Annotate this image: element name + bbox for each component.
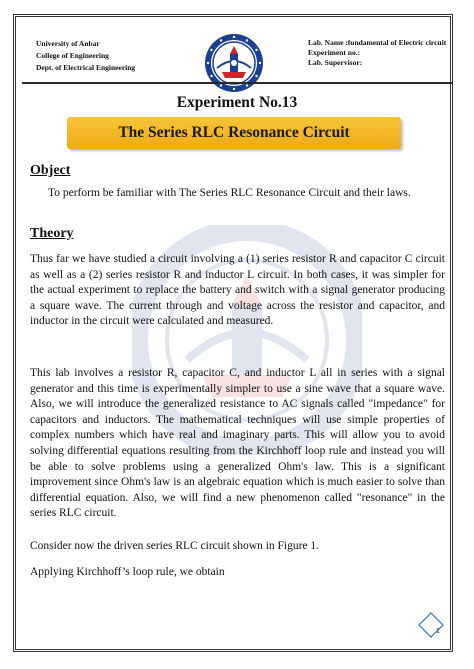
- page-number: 1: [436, 628, 440, 635]
- university-name: University of Anbar: [36, 39, 100, 48]
- lab-info-block: [308, 38, 448, 68]
- theory-paragraph-4: Applying Kirchhoff’s loop rule, we obtain: [30, 566, 225, 578]
- department-name: Dept. of Electrical Engineering: [36, 63, 136, 72]
- university-logo: [203, 32, 265, 94]
- institution-block: [36, 38, 135, 74]
- theory-heading: Theory: [30, 226, 74, 241]
- object-heading: Object: [30, 163, 71, 178]
- title-banner: The Series RLC Resonance Circuit: [67, 117, 401, 149]
- theory-paragraph-2: This lab involves a resistor R, capacitor C, and inductor L all in series with a signal generator and this time is experimentally simpler to use a sine wave that a square wave. Also, we will introduce the generalized resistance to AC signals called "impedance" for capacitors and inductors. The mathematical techniques will use simple properties of complex numbers which have real and imaginary parts. This will allow you to avoid solving differential equations resulting from the Kirchhoff loop rule and instead you will be able to solve problems using a generalized Ohm's law. This is a significant improvement since Ohm's law is an algebraic equation which is much easier to solve than differential equation. Also, we will find a new phenomenon called "resonance" in the series RLC circuit.: [30, 367, 445, 520]
- experiment-number-field: Experiment no.:: [308, 48, 361, 57]
- theory-paragraph-3: Consider now the driven series RLC circuit shown in Figure 1.: [30, 540, 320, 552]
- college-name: College of Engineering: [36, 51, 109, 60]
- lab-supervisor-field: Lab. Supervisor:: [308, 58, 363, 67]
- theory-paragraph-1: Thus far we have studied a circuit involving a (1) series resistor R and capacitor C circuit as well as a (2) series resistor R and inductor L circuit. In both cases, it was simpler for the actual experiment to replace the battery and switch with a signal generator producing a square wave. The current through and voltage across the resistor and capacitor, and inductor in the circuit were calculated and measured.: [30, 253, 445, 328]
- page-number-marker: [418, 612, 444, 638]
- experiment-title: Experiment No.13: [176, 94, 298, 111]
- object-text: To perform be familiar with The Series RLC Resonance Circuit and their laws.: [48, 187, 411, 199]
- header-divider: [22, 82, 452, 84]
- lab-name: Lab. Name :fundamental of Electric circuit: [308, 38, 447, 47]
